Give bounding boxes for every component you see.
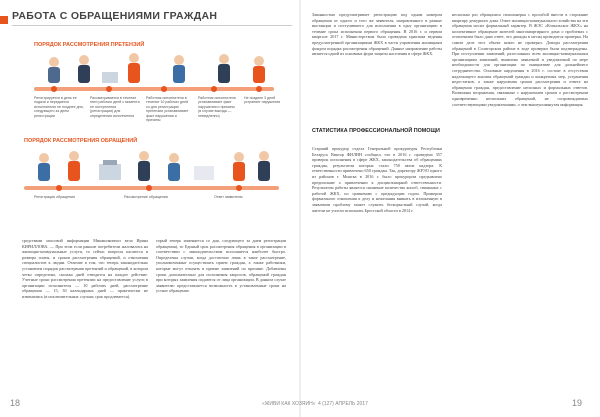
step-claim-4: Работник исполнителя устанавливает факт нарушения и причины (в случае выезда — немедленно) <box>198 96 236 118</box>
page-gutter <box>299 0 301 417</box>
issue-info: 4 (127) АПРЕЛЬ 2017 <box>318 401 368 407</box>
step-appeal-1: Регистрация обращения <box>34 195 75 199</box>
step-claim-3: Работник исполнителя в течение 10 рабочих дней со дня регистрации претензии устанавливает факт нарушения и причины <box>146 96 189 123</box>
procedure-infographic <box>14 32 284 232</box>
infographic-title-claims: ПОРЯДОК РАССМОТРЕНИЯ ПРЕТЕНЗИЙ <box>34 42 145 48</box>
right-page-intro: Законностью предусматривает регистрацию под одним номером обращения от одного и того же заявителя, направленного в разные инстанции и поступившего для исполнения в одну организацию в течение срока исполнения первого обращения. В 2016 г. и первом квартале 2017 г. Министерством была проведена практика ведения предусмотренной организациями ЖКХ в части управления жилищным фондом порядка рассмотрения обращений. Данное направление работы является одной из основных форм защиты населения в сфере ЖКХ. <box>312 12 442 57</box>
section-heading-statistics: СТАТИСТИКА ПРОФЕССИОНАЛЬНОЙ ПОМОЩИ <box>312 128 440 134</box>
left-page-column-2: торый теперь изменяется со дня, следующего за днем регистрации обращения), то Единый срок рассмотрения обращения в организации в соответствии с законодательством исполняется наиболее быстро. Определены случаи, когда достаточно лишь в такое рассмотрение, уполномоченные осуществлять прием граждан, а также работники, которые могут отказать в приеме заявлений по причине. Добавлены сроки дополнительно для исполнения запросов, обращений граждан при которых заявления подаются от лица организации. В данном случае заявителю предоставляется возможность в установленные сроки на устное обращение. <box>156 238 286 294</box>
header-accent-bar <box>0 16 8 24</box>
infographic-art <box>14 32 284 232</box>
right-page-column-1: Старший прокурор отдела Генеральной прокуратуры Республики Беларусь Виктор ФИЛИН сообщил, что в 2016 г. проведено 357 проверок исполнения в сфере ЖКХ, законодательства об обращениях граждан, результатом которых стали 750 актов надзора. К ответственности привлечено 650 граждан. Так, директору ЖРЭО одного из районов г. Минска в 2016 г. было прокурором предъявлено предписание о привлечении к дисциплинарной ответственности. Результатом работы является снижение количества жалоб, связанных с работой ЖКХ, по сравнению с предыдущим годом. Примером формального отношения к делу и нежелания вникать в изложенную в заявлении проблему может служить бескорыстный случай, когда жители не успели исполнить Брестской области в 2014 г. <box>312 146 442 213</box>
left-page-column-1: средствами массовой информации Минжилкомхоз вела Ирина КИРИЛЛОВА. — При этом если раньше потребители жаловались на жилищно-коммунальные услуги, то сейчас вопросы касаются и размера платы, и сроков рассмотрения обращений, и отношения специалистов к людям. Отличие в том, что теперь законодательно установлен порядок рассмотрения претензий и обращений, в котором четко определено, сколько дней отводится на каждое действие. Учетные сроки рассмотрения претензии на предоставление услуги в организации исполнителя — 10 рабочих дней, рассмотрение обращения — 15, 30 календарных дней — практически не изменились (в исключительных случаях срок продлевается). <box>22 238 148 299</box>
step-claim-5: Не позднее 3 дней устраняет нарушения <box>244 96 281 105</box>
step-claim-1: Регистрируется в день ее подачи и передается исполнителю не позднее дня, следующего за днем регистрации <box>34 96 84 118</box>
people-group-top <box>48 53 265 83</box>
step-appeal-3: Ответ заявителю <box>214 195 243 199</box>
infographic-title-appeals: ПОРЯДОК РАССМОТРЕНИЯ ОБРАЩЕНИЙ <box>24 138 138 144</box>
people-group-bottom <box>38 151 270 181</box>
page-number-right: 19 <box>572 398 583 408</box>
header-rule <box>12 25 292 26</box>
section-title: РАБОТА С ОБРАЩЕНИЯМИ ГРАЖДАН <box>12 10 218 22</box>
page-number-left: 18 <box>10 398 21 408</box>
step-appeal-2: Рассмотрение обращения <box>124 195 168 199</box>
magazine-name: «ЖИВИ КАК ХОЗЯИН» <box>262 401 316 407</box>
section-header <box>0 8 300 26</box>
step-claim-2: Рассматривается в течение пяти рабочих дней с момента ее поступления (регистрации) для определения исполнителя <box>90 96 140 118</box>
right-page-column-2: несколько раз обращались пенсионерка с просьбой внести в сторонние квартиру дежурного дома. Ответ жилищно-коммунального хозяйства на эти обращения носил формальный характер. В ЖЭС «Копыльское ЖКХ» на коллективное обращение жителей многоквартирного дома о проблемах с отоплением было дано ответ, что дважды в месяц проводится проверка. На самом деле этот объект никто не проверял. Доводы рассмотрения обращений в Солигорском районе в ходе проверки были подтверждены. При поступлении заявлений, разосланных всем жилищно-коммунальным организациям заявлений, выявлено заявлений и уведомлений по мере необходимости для организации по инициативе для дальнейшего сотрудничества. Основные нарушения в 2016 г. состоят в отсутствии надлежащего анализа обращений граждан и конкретных мер, устранения недостатков, а также нарушения сроков рассмотрения и ответа на обращения граждан, предоставление неполных и формальных ответов. Возможны возражения, связанные с нарушением сроков о рассмотрении одновременно нескольких обращений, не сопровождаемых соответствующими уведомлениями, о чем вышеупомянутая информация. <box>452 12 588 107</box>
